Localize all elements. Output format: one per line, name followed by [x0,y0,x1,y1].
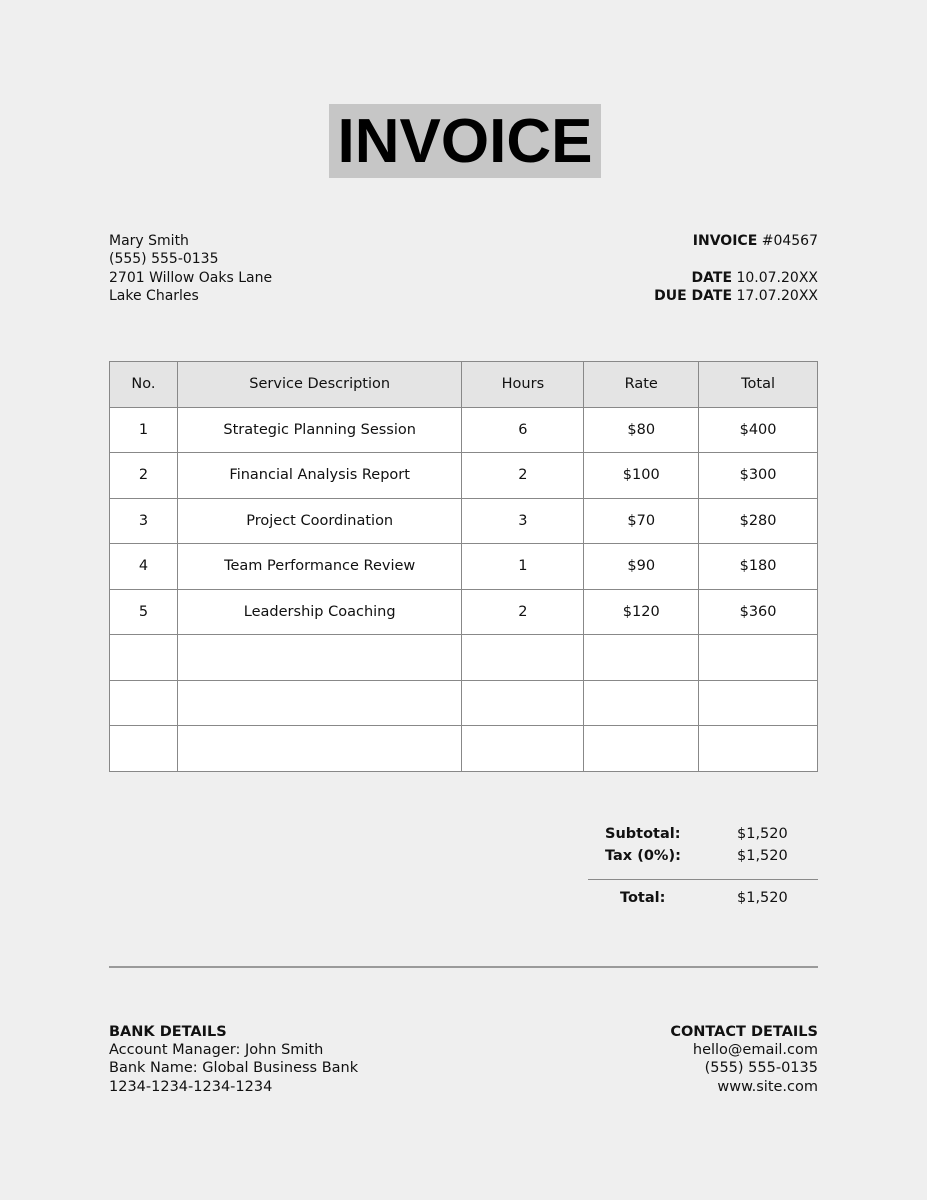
invoice-number-label: INVOICE [692,233,758,249]
contact-details [670,1023,818,1096]
subtotal-value: $1,520 [737,826,788,842]
table-row-empty [110,635,818,681]
subtotal-row [588,826,818,848]
account-manager: Account Manager: John Smith [109,1042,324,1059]
sender-info [109,232,272,306]
due-date-label: DUE DATE [654,288,733,305]
bank-details-heading: BANK DETAILS [109,1024,227,1040]
cell-description: Project Coordination [177,498,462,544]
cell-no: 4 [110,544,178,590]
invoice-title-banner [329,104,601,178]
total-value: $1,520 [737,890,788,906]
cell-description: Leadership Coaching [177,589,462,635]
total-label: Total: [620,890,666,906]
cell-description [177,680,462,726]
cell-hours: 3 [462,498,584,544]
page-title: INVOICE [337,107,593,176]
services-table [109,361,818,772]
cell-total: $180 [699,544,818,590]
cell-total [699,726,818,772]
date-value: 10.07.20XX [736,269,818,286]
invoice-number-value: #04567 [761,233,818,249]
subtotal-label: Subtotal: [605,826,681,842]
cell-description: Team Performance Review [177,544,462,590]
sender-phone: (555) 555-0135 [109,251,219,268]
due-date-line [654,287,818,305]
cell-hours: 2 [462,453,584,499]
cell-total: $360 [699,589,818,635]
contact-phone: (555) 555-0135 [704,1060,818,1077]
header-total: Total [699,362,818,408]
header-description: Service Description [177,362,462,408]
cell-rate: $80 [584,407,699,453]
tax-row [588,848,818,870]
tax-label: Tax (0%): [605,848,681,864]
bank-name: Bank Name: Global Business Bank [109,1060,359,1077]
cell-hours: 6 [462,407,584,453]
sender-street: 2701 Willow Oaks Lane [109,269,273,286]
cell-no [110,680,178,726]
cell-rate: $70 [584,498,699,544]
date-line [654,269,818,287]
invoice-number-line [654,232,818,250]
header-rate: Rate [584,362,699,408]
cell-total [699,680,818,726]
cell-hours [462,635,584,681]
cell-no: 5 [110,589,178,635]
sender-name: Mary Smith [109,233,189,249]
table-row-empty [110,726,818,772]
table-row [110,589,818,635]
cell-rate [584,726,699,772]
cell-rate [584,680,699,726]
cell-no [110,726,178,772]
cell-total [699,635,818,681]
cell-no: 3 [110,498,178,544]
totals-divider [588,879,818,880]
table-row [110,453,818,499]
contact-details-heading: CONTACT DETAILS [670,1024,818,1040]
cell-description [177,726,462,772]
cell-rate: $90 [584,544,699,590]
cell-description [177,635,462,681]
table-row-empty [110,680,818,726]
table-row [110,498,818,544]
cell-total: $300 [699,453,818,499]
account-number: 1234-1234-1234-1234 [109,1078,273,1095]
footer-divider [109,966,818,968]
due-date-value: 17.07.20XX [736,288,818,305]
cell-hours [462,726,584,772]
cell-no: 2 [110,453,178,499]
header-no: No. [110,362,178,408]
table-row [110,407,818,453]
meta-spacer [654,250,818,268]
cell-no [110,635,178,681]
tax-value: $1,520 [737,848,788,864]
cell-total: $400 [699,407,818,453]
totals-summary [588,826,818,912]
cell-no: 1 [110,407,178,453]
bank-details [109,1023,358,1096]
cell-hours: 1 [462,544,584,590]
cell-rate: $120 [584,589,699,635]
contact-website: www.site.com [717,1078,818,1095]
cell-description: Strategic Planning Session [177,407,462,453]
cell-rate: $100 [584,453,699,499]
cell-description: Financial Analysis Report [177,453,462,499]
invoice-meta [654,232,818,306]
table-row [110,544,818,590]
cell-rate [584,635,699,681]
table-header-row [110,362,818,408]
total-row [588,890,818,912]
header-hours: Hours [462,362,584,408]
cell-hours [462,680,584,726]
cell-hours: 2 [462,589,584,635]
cell-total: $280 [699,498,818,544]
contact-email: hello@email.com [692,1042,818,1059]
date-label: DATE [691,269,733,286]
sender-city: Lake Charles [109,288,199,305]
